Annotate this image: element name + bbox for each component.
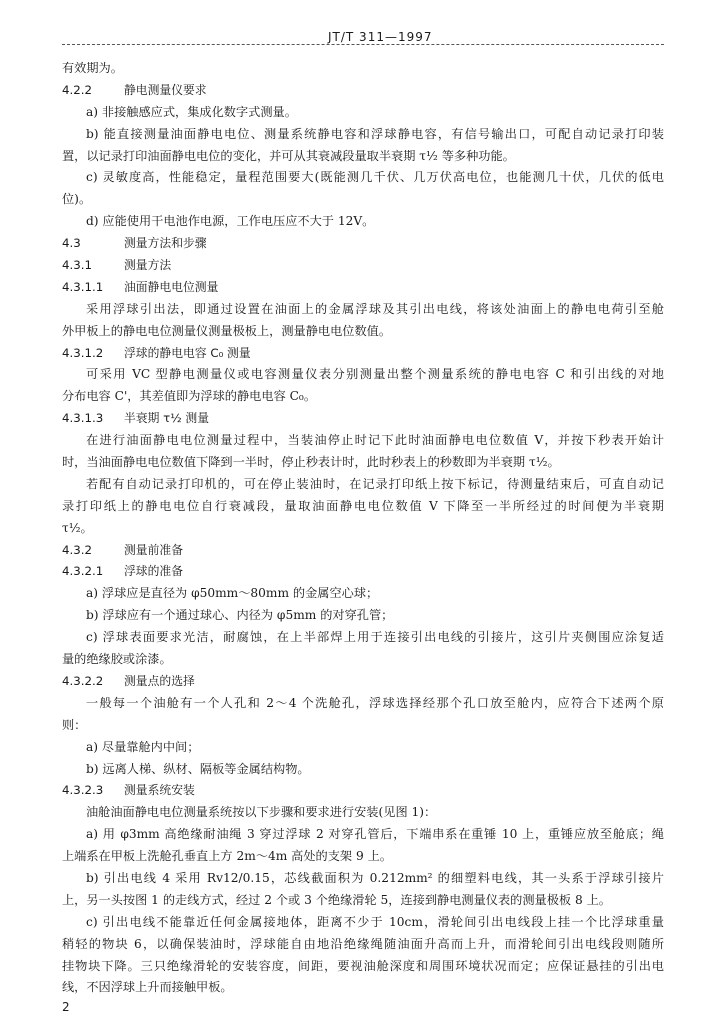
section-number: 4.3.2.3 — [62, 783, 104, 798]
text-line: b) 远离人梯、纵材、隔板等金属结构物。 — [86, 761, 310, 776]
section-number: 4.3.2 — [62, 542, 93, 557]
text-line: 有效期为。 — [62, 61, 123, 75]
section-number: 4.3.2.1 — [62, 564, 104, 579]
text-line: a) 非接触感应式，集成化数字式测量。 — [86, 104, 297, 119]
text-line: a) 尽量靠舱内中间； — [86, 739, 200, 754]
section-heading — [62, 561, 664, 583]
section-title: 测量方法 — [124, 258, 172, 273]
section-heading — [62, 255, 664, 277]
section-number: 4.3.1.1 — [62, 279, 104, 294]
section-title: 浮球的静电电容 C₀ 测量 — [124, 345, 251, 360]
text-line: τ½。 — [62, 520, 93, 535]
section-title: 测量系统安装 — [124, 783, 195, 798]
section-title: 测量方法和步骤 — [124, 236, 207, 251]
section-title: 静电测量仪要求 — [124, 82, 207, 97]
text-line: b) 能直接测量油面静电电位、测量系统静电容和浮球静电容，有信号输出口，可配自动记录打印装 — [86, 126, 664, 141]
text-line: 油舱油面静电电位测量系统按以下步骤和要求进行安装(见图 1)： — [86, 805, 437, 820]
section-title: 测量点的选择 — [124, 673, 195, 688]
section-title: 测量前准备 — [124, 542, 183, 557]
text-line: 位)。 — [62, 192, 92, 207]
section-heading — [62, 80, 664, 102]
section-number: 4.3 — [62, 236, 81, 251]
section-number: 4.3.1 — [62, 258, 93, 273]
document-body — [62, 58, 664, 999]
section-number: 4.3.1.2 — [62, 345, 104, 360]
text-line: a) 浮球应是直径为 φ50mm～80mm 的金属空心球； — [86, 586, 379, 601]
text-line: 则： — [62, 717, 87, 732]
text-line: 置，以记录打印油面静电电位的变化，并可从其衰减段量取半衰期 τ½ 等多种功能。 — [62, 148, 515, 163]
section-title: 浮球的准备 — [124, 564, 183, 579]
text-line: 一般每一个油舱有一个人孔和 2～4 个洗舱孔，浮球选择经那个孔口放至舱内，应符合下述两个原 — [86, 695, 664, 710]
text-line: 上，另一头按图 1 的走线方式，经过 2 个或 3 个绝缘滑轮 5，连接到静电测量仪表的测量极板 8 上。 — [62, 892, 611, 907]
text-line: a) 用 φ3mm 高绝缘耐油绳 3 穿过浮球 2 对穿孔管后，下端串系在重锤 10 上，重锤应放至舱底；绳 — [86, 827, 664, 842]
text-line: c) 灵敏度高，性能稳定，量程范围要大(既能测几千伏、几万伏高电位，也能测几十伏，几伏的低电 — [86, 170, 664, 185]
text-line: 若配有自动记录打印机的，可在停止装油时，在记录打印纸上按下标记，待测量结束后，可直自动记 — [86, 476, 664, 491]
text-line: b) 浮球应有一个通过球心、内径为 φ5mm 的对穿孔管； — [86, 608, 394, 623]
text-line: 稍轻的物块 6，以确保装油时，浮球能自由地沿绝缘绳随油面升高而上升，而滑轮间引出电线段则随所 — [62, 936, 664, 951]
text-line: 采用浮球引出法，即通过设置在油面上的金属浮球及其引出电线，将该处油面上的静电电荷引至舱 — [86, 301, 664, 316]
text-line: 时，当油面静电电位数值下降到一半时，停止秒表计时，此时秒表上的秒数即为半衰期 τ½。 — [62, 455, 560, 470]
section-heading — [62, 233, 664, 255]
text-line: c) 浮球表面要求光洁，耐腐蚀，在上半部焊上用于连接引出电线的引接片，这引片夹侧围应涂复适 — [86, 630, 664, 645]
page-number: 2 — [62, 1000, 70, 1014]
section-heading — [62, 408, 664, 430]
header-rule — [62, 44, 664, 45]
text-line: 量的绝缘胶或涂漆。 — [62, 652, 172, 667]
section-number: 4.3.1.3 — [62, 411, 104, 426]
section-heading — [62, 277, 664, 299]
section-heading — [62, 540, 664, 562]
section-number: 4.3.2.2 — [62, 673, 104, 688]
section-number: 4.2.2 — [62, 82, 93, 97]
text-line: c) 引出电线不能靠近任何金属接地体，距离不少于 10cm，滑轮间引出电线段上挂一个比浮球重量 — [86, 914, 664, 929]
text-line: 在进行油面静电电位测量过程中，当装油停止时记下此时油面静电电位数值 V，并按下秒表开始计 — [86, 433, 664, 448]
section-title: 油面静电电位测量 — [124, 279, 219, 294]
section-heading — [62, 780, 664, 802]
section-heading — [62, 343, 664, 365]
text-line: 上端系在甲板上洗舱孔垂直上方 2m～4m 高处的支架 9 上。 — [62, 849, 392, 864]
text-line: d) 应能使用干电池作电源，工作电压应不大于 12V。 — [86, 214, 375, 229]
text-line: b) 引出电线 4 采用 Rv12/0.15，芯线截面积为 0.212mm² 的细塑料电线，其一头系于浮球引接片 — [86, 870, 664, 885]
text-line: 录打印纸上的静电电位自行衰减段，量取油面静电电位数值 V 下降至一半所经过的时间便为半衰期 — [62, 498, 664, 513]
section-heading — [62, 671, 664, 693]
text-line: 线，不因浮球上升而接触甲板。 — [62, 980, 233, 995]
text-line: 挂物块下降。三只绝缘滑轮的安装容度，间距，要视油舱深度和周围环境状况而定；应保证悬挂的引出电 — [62, 958, 664, 973]
text-line: 可采用 VC 型静电测量仪或电容测量仪表分别测量出整个测量系统的静电电容 C 和引出线的对地 — [86, 367, 664, 382]
section-title: 半衰期 τ½ 测量 — [124, 411, 210, 426]
text-line: 外甲板上的静电电位测量仪测量极板上，测量静电电位数值。 — [62, 323, 392, 338]
text-line: 分布电容 C'，其差值即为浮球的静电电容 C₀。 — [62, 389, 317, 404]
standard-code: JT/T 311—1997 — [322, 30, 439, 44]
